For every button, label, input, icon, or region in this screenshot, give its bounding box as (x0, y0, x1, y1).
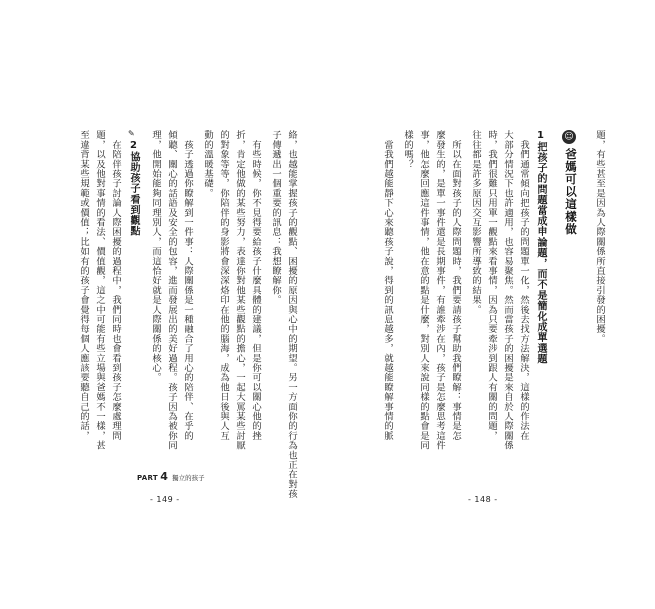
l-para4-col1: 在陪伴孩子討論人際困擾的過程中，我們同時也會看到孩子怎麼處理問 (110, 130, 121, 441)
subhead-1-number: 1 (535, 130, 546, 142)
l-para4-col3: 至違背某些規範或價值；比如有的孩子會覺得每個人應該要聽自己的話， (78, 130, 89, 441)
smiling-face-icon: ☺ (562, 130, 576, 144)
l-para1-col2: 子傳遞出一個重要的訊息：我想瞭解你。 (270, 130, 281, 305)
page-number-149: - 149 - (150, 495, 180, 504)
subhead-2-number: 2 (128, 140, 139, 152)
l-para1-col1: 絡，也越能掌握孩子的觀點、困擾的原因與心中的期望。另一方面你的行為也正在對孩 (286, 130, 297, 499)
l-para2-col4: 動的溫暖基礎。 (202, 130, 213, 198)
l-para2-col1: 有些時候，你不見得要給孩子什麼具體的建議，但是你可以關心他的挫 (250, 130, 261, 441)
part-title: 獨立的孩子 (172, 474, 205, 482)
page-149 (0, 0, 327, 609)
section-title: 爸媽可以這樣做 (564, 148, 578, 236)
intro-column: 題，有些甚至是因為人際關係所直接引發的困擾。 (594, 130, 605, 344)
l-para3-col3: 理，他開始能夠同理別人，而這恰好就是人際關係的核心。 (150, 130, 161, 383)
subhead-1 (533, 130, 548, 364)
para3-col1: 當我們越能靜下心來聽孩子說，得到的訊息越多，就越能瞭解事情的脈 (382, 130, 393, 441)
pen-icon: ✎ (128, 129, 135, 138)
para2-col2: 麼發生的，是單一事件還是長期事件，有誰牽涉在內，孩子是怎麼思考這件 (434, 130, 445, 451)
part-word: PART (137, 474, 158, 482)
page-number-148: - 148 - (468, 495, 498, 504)
l-para3-col2: 傾聽、關心的話語及安全的包容，進而發展出的美好過程。孩子因為被你同 (166, 130, 177, 451)
page-148 (328, 0, 655, 609)
para2-col4: 樣的嗎？ (402, 130, 413, 169)
para2-col3: 事，他怎麼回應這件事情，他在意的點是什麼，對別人來說同樣的點會是同 (418, 130, 429, 451)
subhead-1-text: 把孩子的問題當成申論題，而不是簡化成單選題 (535, 141, 546, 365)
l-para2-col2: 折，肯定他做的某些努力，表達你對他某些觀點的擔心，一起大罵某些討厭 (234, 130, 245, 451)
para1-col4: 往往都是許多原因交互影響所導致的結果。 (470, 130, 481, 315)
para2-col1: 所以在面對孩子的人際問題時，我們要請孩子幫助我們瞭解：事情是怎 (450, 130, 461, 441)
para1-col2: 大部分情況下也許適用，也容易聚焦。然而當孩子的困擾是來自於人際關係 (502, 130, 513, 451)
l-para2-col3: 的對象等等，你陪伴的身影將會深深烙印在他的腦海，成為他日後與人互 (218, 130, 229, 441)
part-number: 4 (160, 470, 168, 483)
para1-col3: 時，我們很難只用單一觀點來看事情，因為只要牽涉到跟人有關的問題， (486, 130, 497, 441)
l-para3-col1: 孩子透過你瞭解到一件事：人際關係是一種融合了用心的陪伴、在乎的 (182, 130, 193, 441)
part-label (137, 470, 205, 483)
l-para4-col2: 題，以及他對事情的看法、價值觀，這之中可能有些立場與爸媽不一樣，甚 (94, 130, 105, 451)
subhead-2 (126, 140, 141, 236)
subhead-2-text: 協助孩子看到觀點 (128, 151, 139, 237)
para1-col1: 我們通常傾向把孩子的問題單一化，然後去找方法解決，這樣的作法在 (518, 130, 529, 441)
